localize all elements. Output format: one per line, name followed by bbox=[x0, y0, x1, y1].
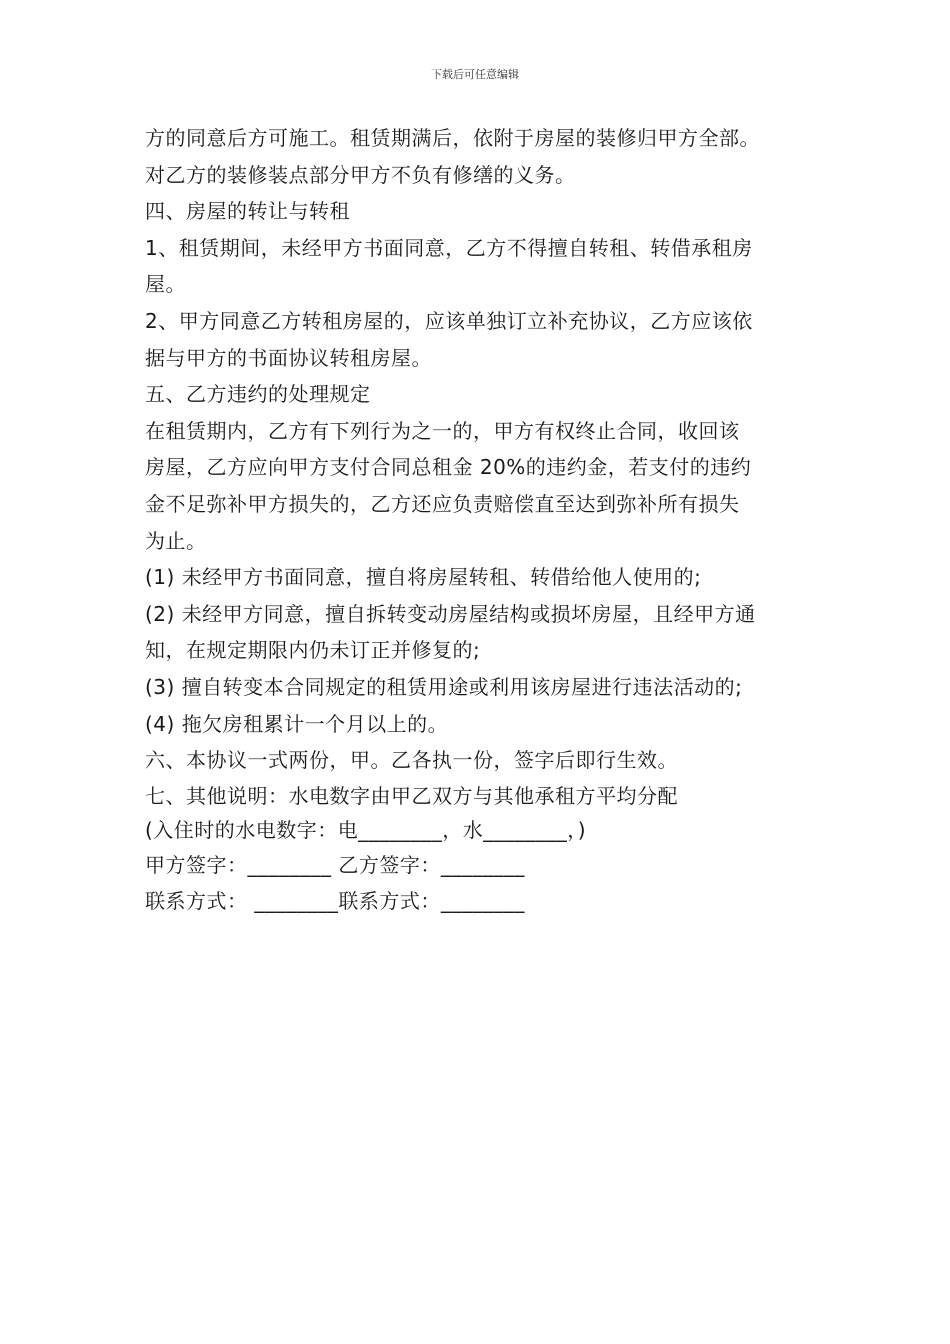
list-item: (1) 未经甲方书面同意，擅自将房屋转租、转借给他人使用的; bbox=[145, 565, 702, 590]
list-item: (3) 擅自转变本合同规定的租赁用途或利用该房屋进行违法活动的; bbox=[145, 674, 743, 699]
text-line: 屋。 bbox=[145, 272, 186, 297]
section-heading: 四、房屋的转让与转租 bbox=[145, 199, 350, 224]
text-line: 房屋，乙方应向甲方支付合同总租金 20%的违约金，若支付的违约 bbox=[145, 455, 752, 480]
text-line: (入住时的水电数字：电________，水________，) bbox=[145, 817, 587, 842]
section-heading: 五、乙方违约的处理规定 bbox=[145, 382, 371, 407]
contact-line: 联系方式： ________联系方式：________ bbox=[145, 889, 525, 914]
signature-line: 甲方签字：________ 乙方签字：________ bbox=[145, 852, 525, 877]
text-line: 在租赁期内，乙方有下列行为之一的，甲方有权终止合同，收回该 bbox=[145, 418, 740, 443]
text-line: 对乙方的装修装点部分甲方不负有修缮的义务。 bbox=[145, 162, 576, 187]
text-line: 方的同意后方可施工。租赁期满后，依附于房屋的装修归甲方全部。 bbox=[145, 126, 760, 150]
text-line: 金不足弥补甲方损失的，乙方还应负责赔偿直至达到弥补所有损失 bbox=[145, 491, 740, 516]
text-line: 2、甲方同意乙方转租房屋的，应该单独订立补充协议，乙方应该依 bbox=[145, 308, 753, 333]
text-line: 1、租赁期间，未经甲方书面同意，乙方不得擅自转租、转借承租房 bbox=[145, 235, 753, 260]
list-item: 知，在规定期限内仍未订正并修复的; bbox=[145, 638, 481, 663]
text-line: 为止。 bbox=[145, 528, 207, 553]
document-body bbox=[145, 120, 825, 920]
section-heading: 六、本协议一式两份，甲。乙各执一份，签字后即行生效。 bbox=[145, 748, 678, 773]
section-heading: 七、其他说明：水电数字由甲乙双方与其他承租方平均分配 bbox=[145, 783, 678, 808]
list-item: (4) 拖欠房租累计一个月以上的。 bbox=[145, 711, 449, 736]
text-line: 据与甲方的书面协议转租房屋。 bbox=[145, 345, 432, 370]
page-header-note: 下载后可任意编辑 bbox=[431, 68, 519, 81]
list-item: (2) 未经甲方同意，擅自拆转变动房屋结构或损坏房屋，且经甲方通 bbox=[145, 601, 756, 626]
